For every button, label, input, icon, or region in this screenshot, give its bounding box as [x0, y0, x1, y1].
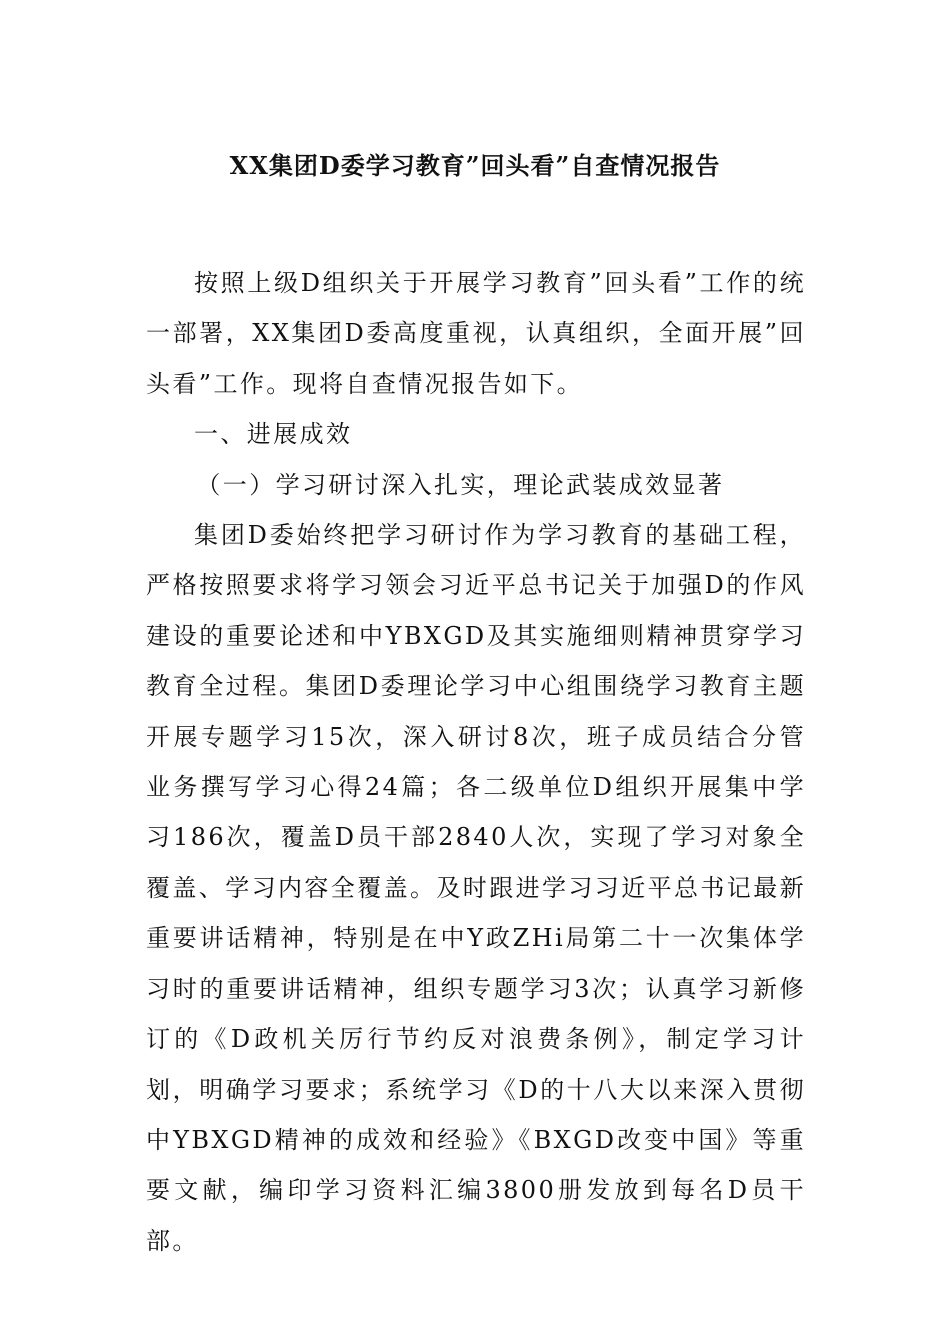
- body-paragraph: 集团D委始终把学习研讨作为学习教育的基础工程，严格按照要求将学习领会习近平总书记关于加强D的作风建设的重要论述和中YBXGD及其实施细则精神贯穿学习教育全过程。集团D委理论学习中心组围绕学习教育主题开展专题学习15次，深入研讨8次，班子成员结合分管业务撰写学习心得24篇；各二级单位D组织开展集中学习186次，覆盖D员干部2840人次，实现了学习对象全覆盖、学习内容全覆盖。及时跟进学习习近平总书记最新重要讲话精神，特别是在中Y政ZHi局第二十一次集体学习时的重要讲话精神，组织专题学习3次；认真学习新修订的《D政机关厉行节约反对浪费条例》，制定学习计划，明确学习要求；系统学习《D的十八大以来深入贯彻中YBXGD精神的成效和经验》《BXGD改变中国》等重要文献，编印学习资料汇编3800册发放到每名D员干部。: [146, 521, 806, 1255]
- subsection-heading: （一）学习研讨深入扎实，理论武装成效显著: [196, 470, 725, 499]
- document-title: XX集团D委学习教育”回头看”自查情况报告: [229, 151, 721, 180]
- intro-paragraph: 按照上级D组织关于开展学习教育”回头看”工作的统一部署，XX集团D委高度重视，认真组织，全面开展”回头看”工作。现将自查情况报告如下。: [146, 269, 806, 398]
- document-body: [146, 258, 806, 1266]
- section-heading: 一、进展成效: [194, 420, 353, 449]
